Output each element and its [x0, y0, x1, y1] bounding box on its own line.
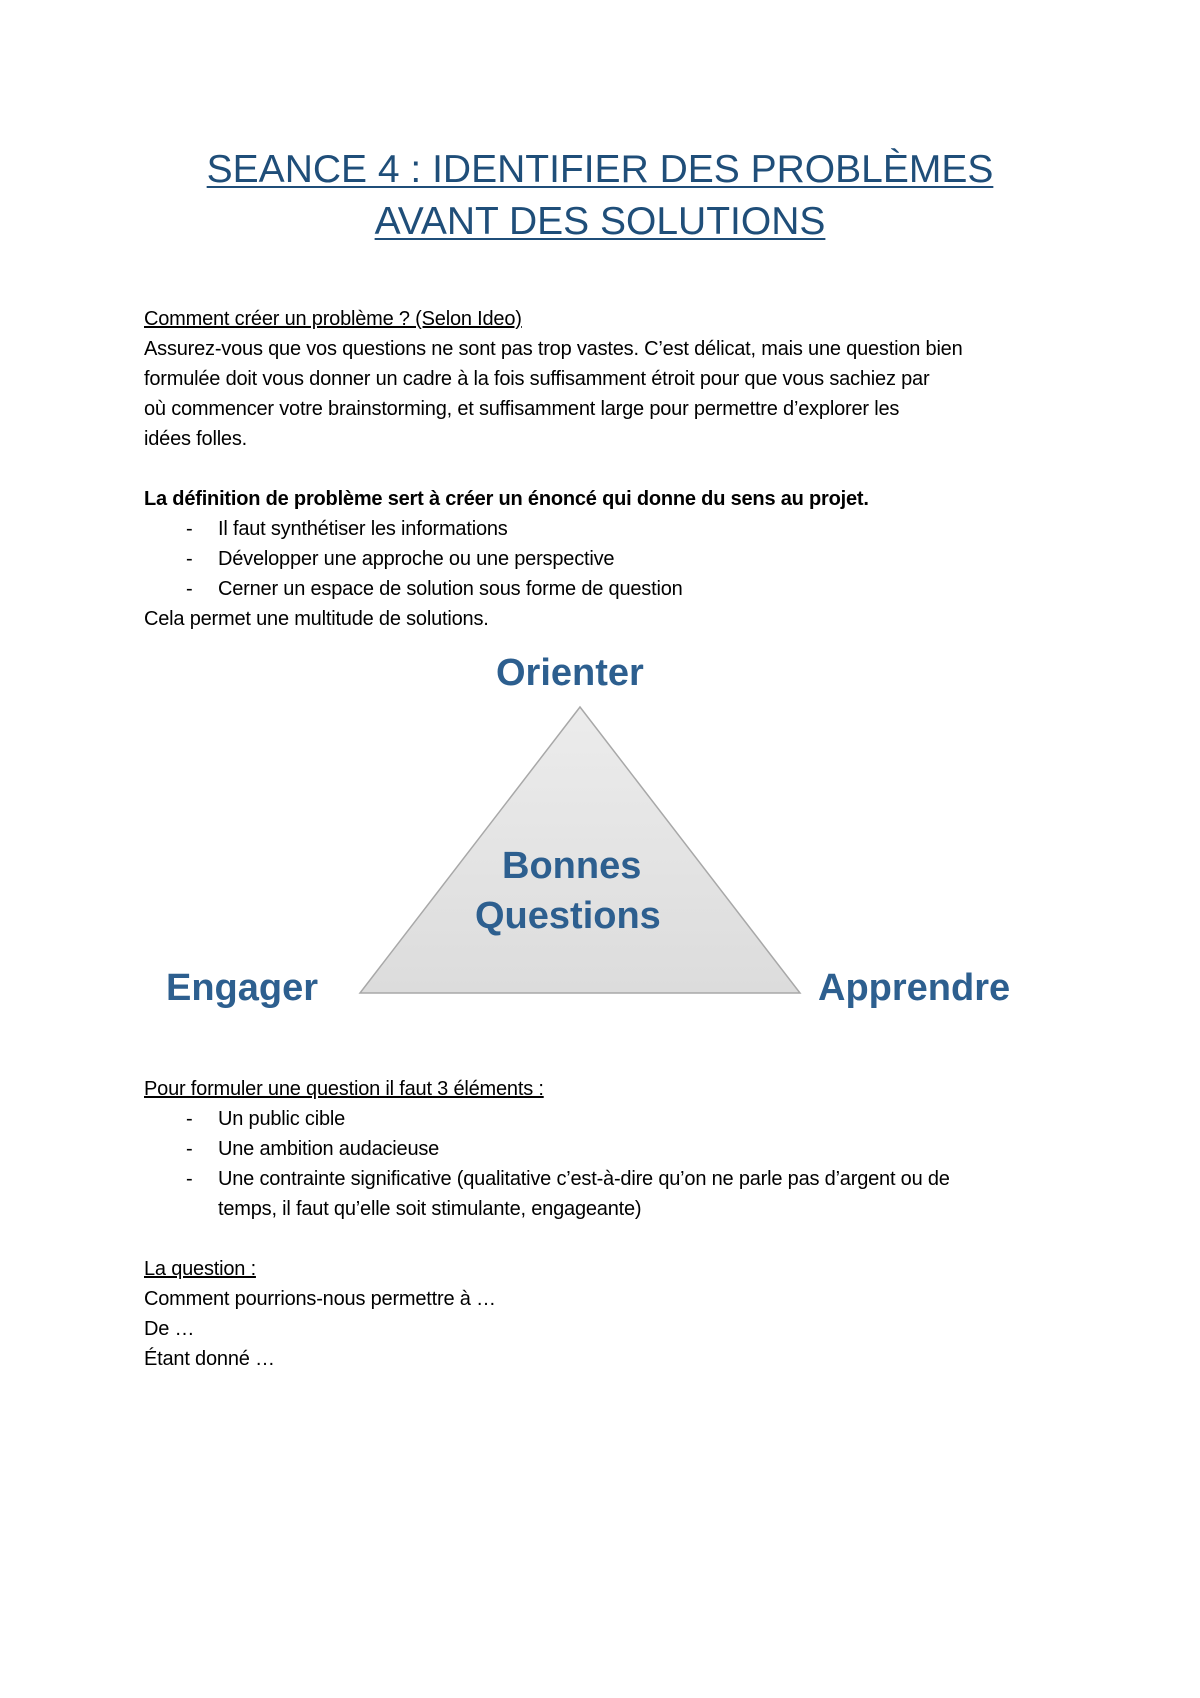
section-question-elements [144, 1074, 1074, 1224]
section-problem-definition [144, 484, 1074, 634]
bullet-dash: - [186, 518, 193, 540]
list-item [144, 574, 1074, 604]
paragraph-line: où commencer votre brainstorming, et suffisamment large pour permettre d’explorer les [144, 398, 900, 420]
paragraph-line: formulée doit vous donner un cadre à la fois suffisamment étroit pour que vous sachiez par [144, 368, 930, 390]
bullet-dash: - [186, 578, 193, 600]
list-item-text: Un public cible [218, 1108, 346, 1130]
paragraph-line: Assurez-vous que vos questions ne sont pas trop vastes. C’est délicat, mais une question bien [144, 338, 963, 360]
list-item [144, 1134, 1074, 1164]
bold-statement: La définition de problème sert à créer un énoncé qui donne du sens au projet. [144, 488, 869, 510]
title-line-2: AVANT DES SOLUTIONS [374, 200, 826, 243]
list-item [144, 544, 1074, 574]
bullet-dash: - [186, 1138, 193, 1160]
bullet-dash: - [186, 1108, 193, 1130]
section-the-question [144, 1254, 1074, 1374]
question-line: Étant donné … [144, 1348, 275, 1370]
good-questions-diagram [140, 640, 1060, 1020]
list-item-text: Une contrainte significative (qualitative c’est-à-dire qu’on ne parle pas d’argent ou de [218, 1168, 950, 1190]
list-item [144, 514, 1074, 544]
label-questions: Questions [475, 895, 661, 937]
list-item-text: Développer une approche ou une perspective [218, 548, 615, 570]
list-item [144, 1104, 1074, 1134]
label-apprendre: Apprendre [818, 967, 1011, 1009]
list-item-text-continued: temps, il faut qu’elle soit stimulante, engageante) [218, 1198, 642, 1220]
conclusion-text: Cela permet une multitude de solutions. [144, 608, 489, 630]
list-item [144, 1164, 1074, 1224]
bullet-dash: - [186, 1168, 193, 1190]
title-line-1: SEANCE 4 : IDENTIFIER DES PROBLÈMES [206, 148, 994, 191]
bullet-dash: - [186, 548, 193, 570]
question-line: De … [144, 1318, 195, 1340]
paragraph-line: idées folles. [144, 428, 248, 450]
section-heading: Comment créer un problème ? (Selon Ideo) [144, 308, 522, 330]
triangle-graphic [140, 640, 1060, 1020]
label-orienter: Orienter [496, 652, 644, 694]
section-heading: La question : [144, 1258, 256, 1280]
question-line: Comment pourrions-nous permettre à … [144, 1288, 496, 1310]
list-item-text: Il faut synthétiser les informations [218, 518, 508, 540]
label-bonnes: Bonnes [502, 845, 642, 887]
list-item-text: Une ambition audacieuse [218, 1138, 440, 1160]
label-engager: Engager [166, 967, 319, 1009]
list-item-text: Cerner un espace de solution sous forme de question [218, 578, 683, 600]
section-problem-creation [144, 304, 1074, 454]
section-heading: Pour formuler une question il faut 3 éléments : [144, 1078, 544, 1100]
page-title [120, 144, 1080, 248]
